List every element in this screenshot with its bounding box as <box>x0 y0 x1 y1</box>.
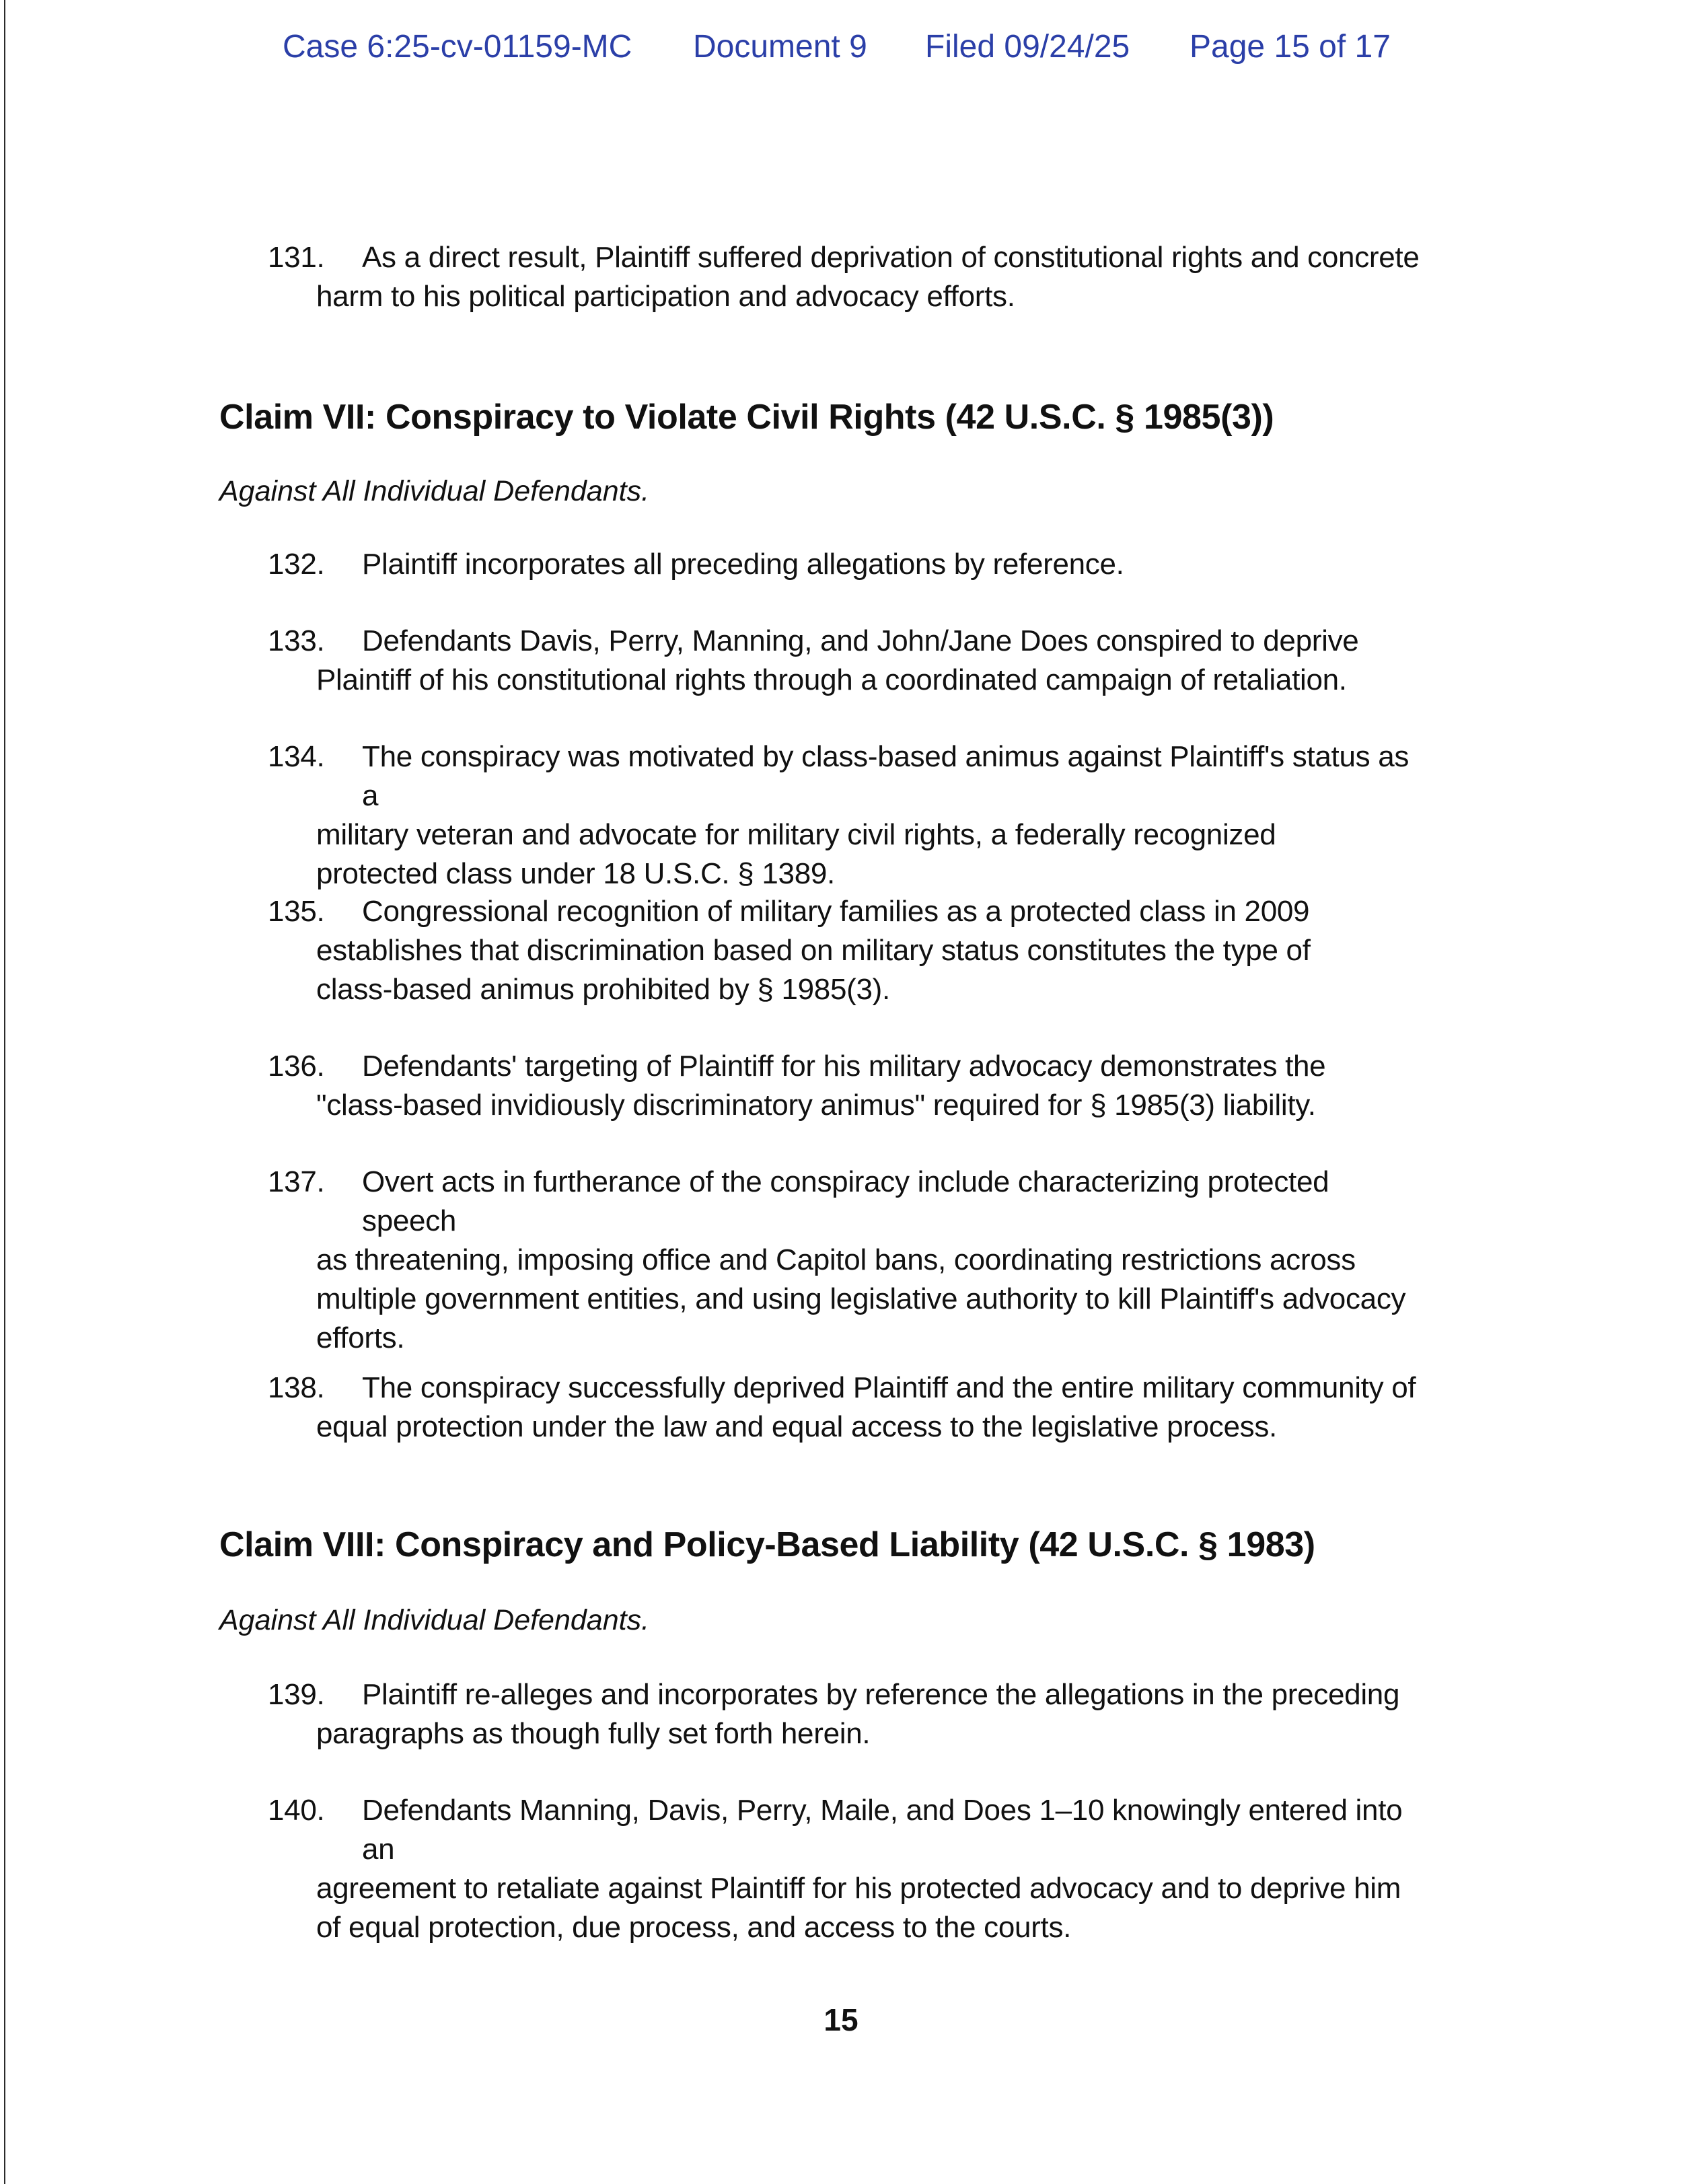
paragraph-continuation: "class-based invidiously discriminatory animus" required for § 1985(3) liability. <box>316 1089 1316 1122</box>
page-number: 15 <box>824 2002 858 2037</box>
paragraph-continuation: as threatening, imposing office and Capitol bans, coordinating restrictions across multiple government entities, and using legislative authority to kill Plaintiff's advocacy efforts. <box>316 1243 1406 1354</box>
paragraph-first-line: Plaintiff re-alleges and incorporates by reference the allegations in the preceding <box>362 1678 1400 1711</box>
paragraph-first-line: As a direct result, Plaintiff suffered deprivation of constitutional rights and concrete <box>362 241 1420 274</box>
paragraph-137 <box>268 1163 1425 1358</box>
paragraph-133 <box>268 622 1425 700</box>
paragraph-number: 137. <box>268 1165 325 1198</box>
paragraph-first-line: Congressional recognition of military families as a protected class in 2009 <box>362 895 1310 928</box>
paragraph-first-line: The conspiracy was motivated by class-based animus against Plaintiff's status as a <box>362 740 1410 812</box>
paragraph-continuation: harm to his political participation and advocacy efforts. <box>316 280 1015 313</box>
claim-viii-against: Against All Individual Defendants. <box>219 1604 650 1636</box>
paragraph-number: 139. <box>268 1678 325 1711</box>
scan-left-edge <box>4 0 5 2184</box>
paragraph-136 <box>268 1047 1425 1125</box>
paragraph-continuation: equal protection under the law and equal access to the legislative process. <box>316 1410 1277 1443</box>
paragraph-138 <box>268 1369 1425 1447</box>
header-filed-date: Filed 09/24/25 <box>925 29 1130 65</box>
header-page-count: Page 15 of 17 <box>1190 29 1391 65</box>
paragraph-number: 136. <box>268 1050 325 1083</box>
paragraph-134 <box>268 737 1425 894</box>
paragraph-number: 132. <box>268 548 325 581</box>
paragraph-number: 140. <box>268 1794 325 1827</box>
paragraph-first-line: Overt acts in furtherance of the conspiracy include characterizing protected speech <box>362 1165 1329 1237</box>
paragraph-number: 133. <box>268 624 325 657</box>
header-document-number: Document 9 <box>693 29 867 65</box>
paragraph-continuation: establishes that discrimination based on military status constitutes the type of class-based animus prohibited by § 1985(3). <box>316 934 1311 1006</box>
paragraph-first-line: The conspiracy successfully deprived Plaintiff and the entire military community of <box>362 1371 1416 1404</box>
paragraph-number: 131. <box>268 241 325 274</box>
claim-vii-heading: Claim VII: Conspiracy to Violate Civil Rights (42 U.S.C. § 1985(3)) <box>219 398 1274 437</box>
paragraph-131 <box>268 238 1425 316</box>
paragraph-140 <box>268 1791 1425 1947</box>
paragraph-first-line: Defendants' targeting of Plaintiff for his military advocacy demonstrates the <box>362 1050 1326 1083</box>
claim-viii-heading: Claim VIII: Conspiracy and Policy-Based Liability (42 U.S.C. § 1983) <box>219 1525 1315 1564</box>
paragraph-number: 135. <box>268 895 325 928</box>
claim-vii-against: Against All Individual Defendants. <box>219 475 650 507</box>
header-case-number: Case 6:25-cv-01159-MC <box>283 29 632 65</box>
paragraph-continuation: agreement to retaliate against Plaintiff for his protected advocacy and to deprive him of equal protection, due process, and access to the courts. <box>316 1872 1401 1944</box>
paragraph-number: 134. <box>268 740 325 773</box>
paragraph-139 <box>268 1675 1425 1753</box>
paragraph-continuation: paragraphs as though fully set forth herein. <box>316 1717 871 1750</box>
ecf-header <box>283 28 1391 65</box>
paragraph-continuation: Plaintiff of his constitutional rights through a coordinated campaign of retaliation. <box>316 663 1347 696</box>
paragraph-first-line: Defendants Davis, Perry, Manning, and John/Jane Does conspired to deprive <box>362 624 1359 657</box>
paragraph-first-line: Defendants Manning, Davis, Perry, Maile, and Does 1–10 knowingly entered into an <box>362 1794 1403 1866</box>
paragraph-continuation: military veteran and advocate for military civil rights, a federally recognized protected class under 18 U.S.C. § 1389. <box>316 818 1276 890</box>
paragraph-132 <box>268 545 1425 584</box>
paragraph-number: 138. <box>268 1371 325 1404</box>
paragraph-135 <box>268 892 1425 1009</box>
paragraph-first-line: Plaintiff incorporates all preceding allegations by reference. <box>362 548 1124 581</box>
